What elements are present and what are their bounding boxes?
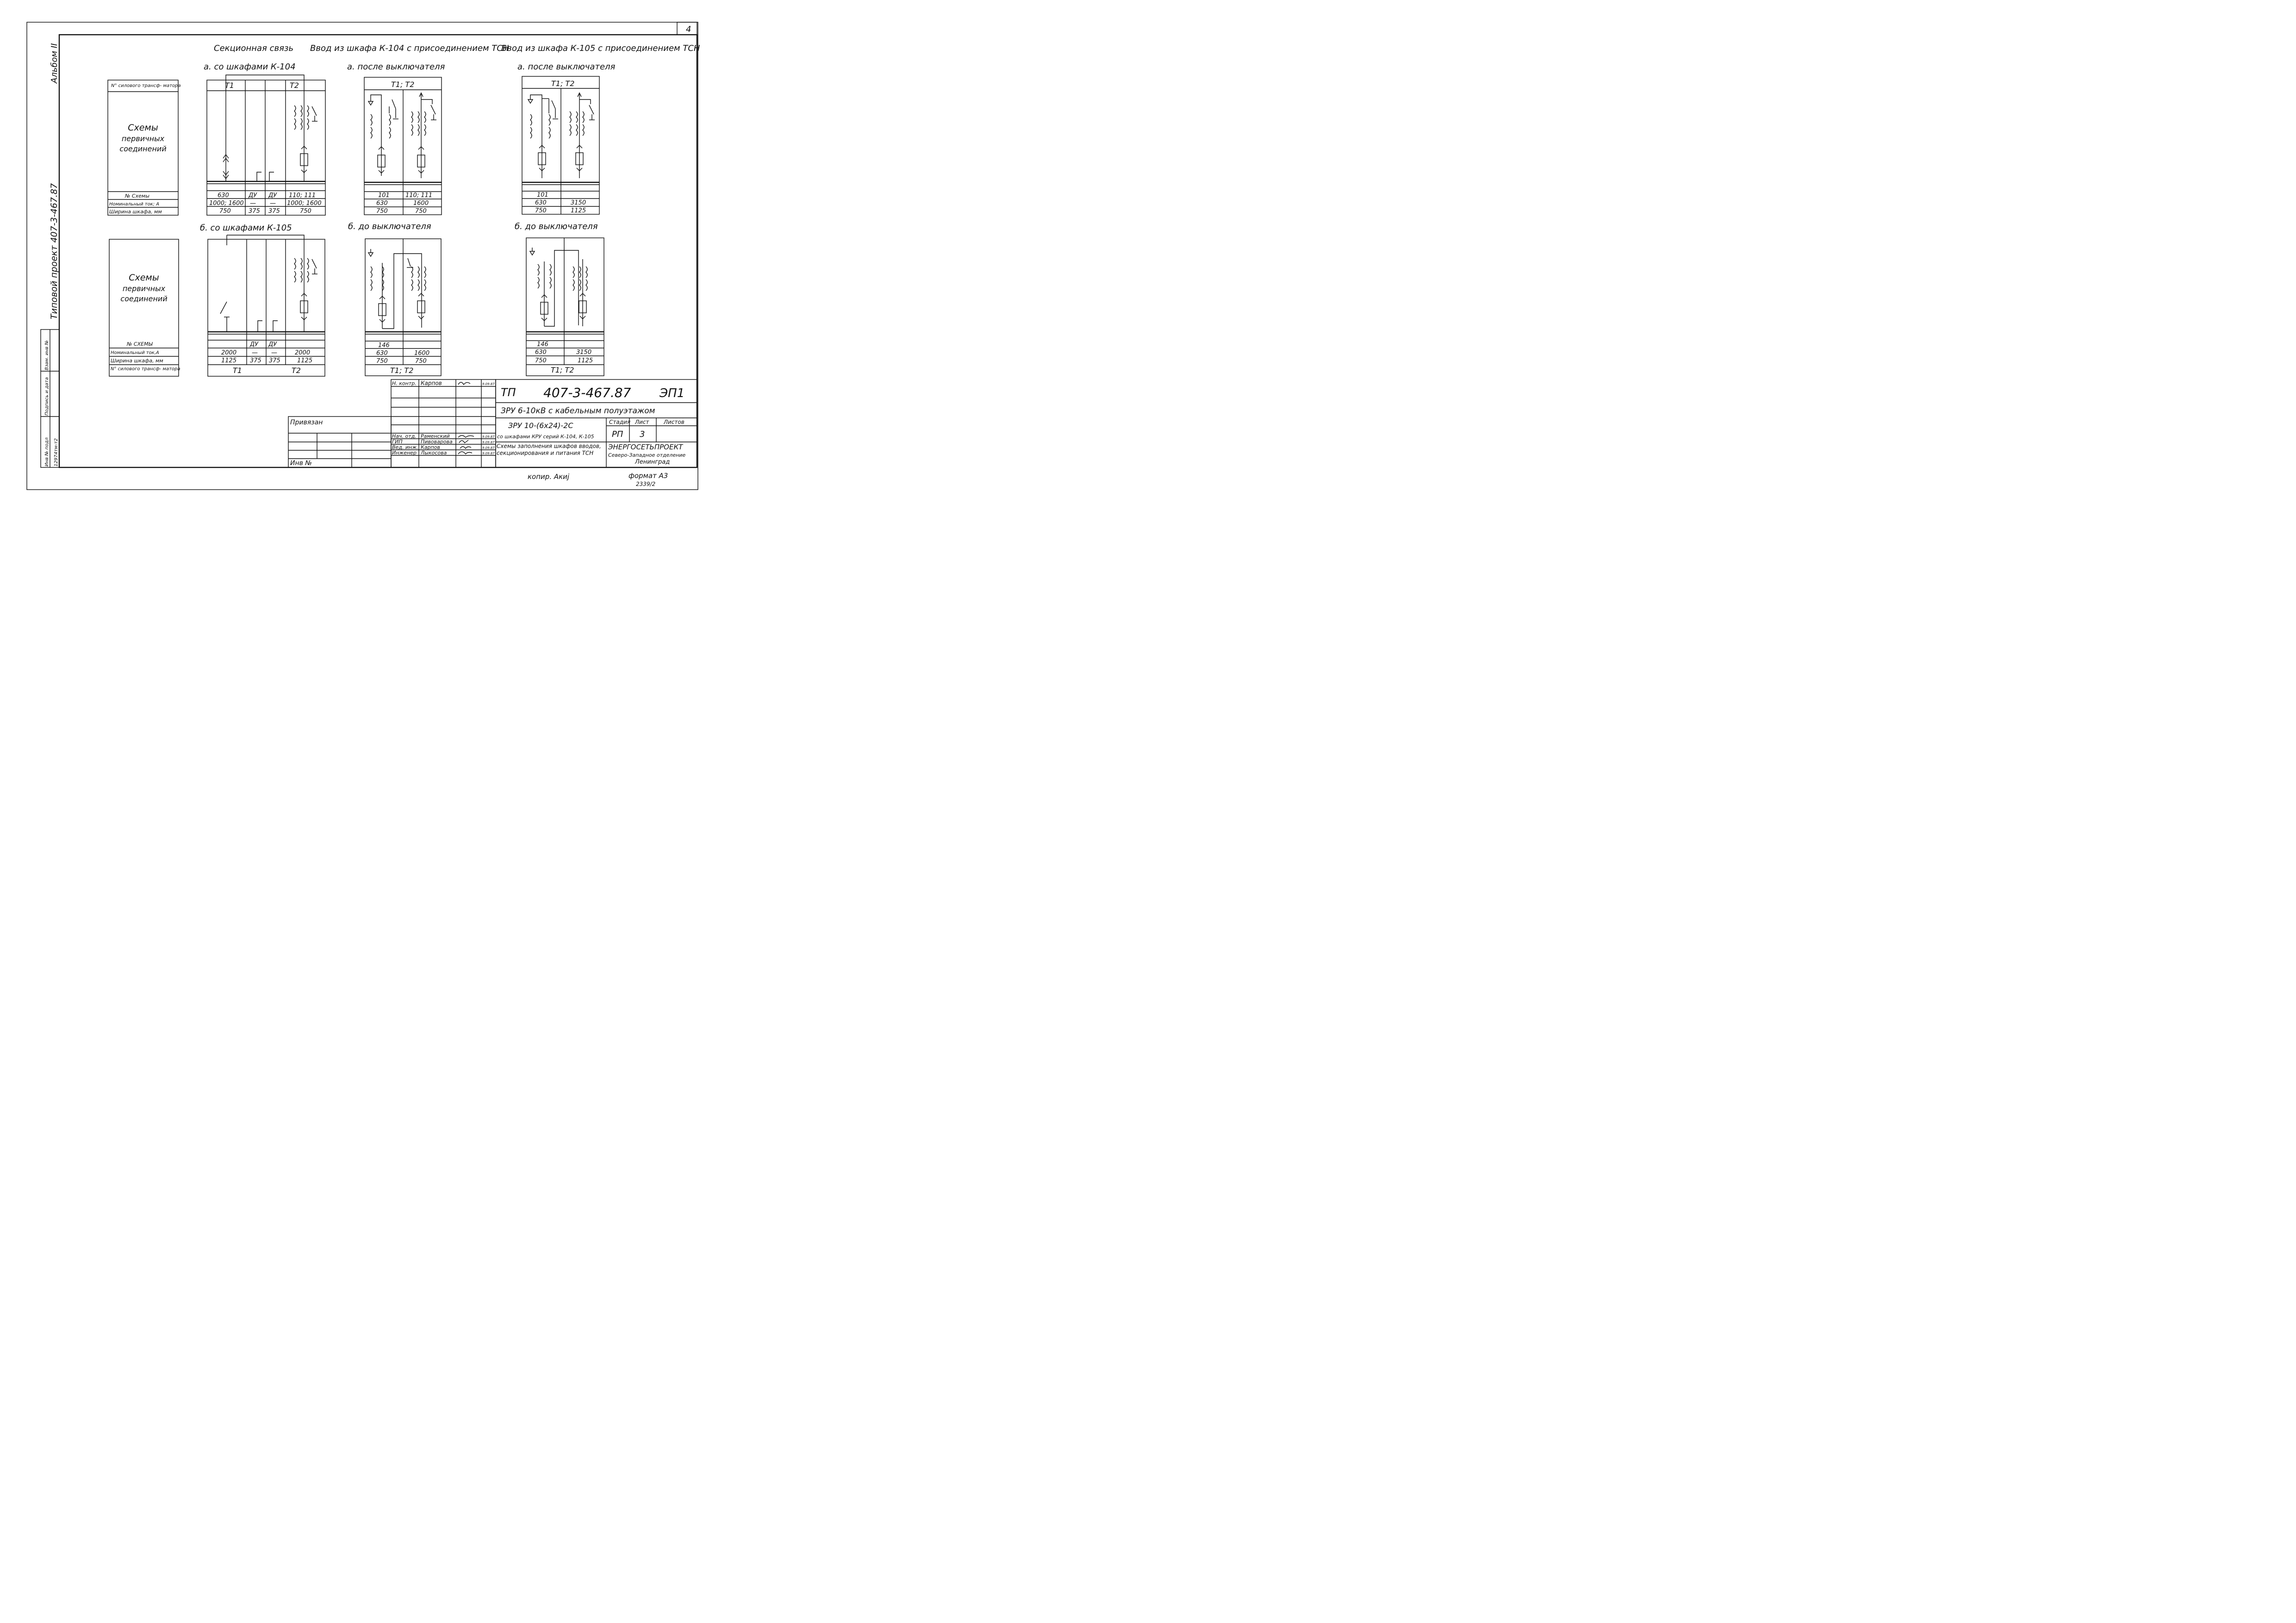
panel-b-before-105: [515, 222, 604, 376]
a-k104-width-4: 750: [300, 208, 311, 215]
a-k104-scheme-2: ДУ: [249, 192, 257, 199]
a-after-105-width-1: 750: [535, 207, 547, 214]
a-after-105-scheme-1: 101: [537, 192, 548, 199]
b-k105-scheme-2: ДУ: [250, 341, 259, 348]
tb-org-name: ЭНЕРГОСЕТЬПРОЕКТ: [608, 443, 683, 451]
a-after-104-width-1: 750: [376, 208, 388, 215]
b-before-105-current-1: 630: [535, 349, 547, 356]
b-k105-current-1: 2000: [221, 349, 237, 356]
legend-top-transformer: N° силового трансф- матора: [111, 83, 181, 88]
a-after-104-scheme-2: 110; 111: [405, 192, 433, 199]
tb-staff-name-4: Карпов: [421, 444, 440, 450]
tb-staff-date-4: 9.09.87: [482, 446, 495, 450]
b-k105-current-3: —: [271, 349, 277, 356]
panel-a-k104-label-t1: Т1: [225, 81, 234, 90]
legend-bottom-title-3: соединений: [120, 294, 168, 303]
page-number: 4: [686, 25, 691, 34]
tb-assembly-sub: со шкафами КРУ серий К-104, К-105: [497, 434, 594, 440]
signature-4: [460, 447, 471, 448]
copy-note: копир. Акиј: [528, 473, 570, 481]
tb-staff-name-3: Пивоварова: [421, 439, 453, 445]
side-inv-original: Инв № подл: [44, 437, 50, 466]
b-before-105-bottom-label: Т1; Т2: [551, 366, 574, 374]
panel-a-after-105-top-label: Т1; Т2: [551, 79, 575, 88]
tb-object: ЗРУ 6-10кВ с кабельным полуэтажом: [501, 406, 655, 416]
side-replace-inv: Взам. инв №: [44, 340, 50, 370]
tb-staff-name-1: Карпов: [421, 380, 442, 386]
legend-bottom-title-2: первичных: [122, 284, 166, 293]
b-before-104-current-2: 1600: [414, 350, 430, 357]
tb-sheet-label: Лист: [635, 419, 649, 425]
a-after-105-current-2: 3150: [571, 199, 586, 206]
a-k104-current-3: —: [270, 200, 276, 207]
tb-stage-label: Стадия: [609, 419, 631, 425]
a-after-104-current-1: 630: [376, 200, 388, 207]
tb-sheet-value: 3: [640, 429, 645, 439]
header-sectional: Секционная связь: [214, 44, 294, 53]
tb-stage-value: РП: [612, 429, 623, 439]
format-label: формат А3: [628, 472, 668, 480]
b-before-105-width-1: 750: [535, 357, 547, 364]
panel-a-k104-label-t2: Т2: [290, 81, 299, 90]
a-k104-width-3: 375: [268, 208, 280, 215]
b-before-105-current-2: 3150: [576, 349, 592, 356]
a-k104-scheme-3: ДУ: [268, 192, 277, 199]
header-input-k104: Ввод из шкафа К-104 с присоединением ТСН: [310, 44, 509, 53]
a-k104-current-1: 1000; 1600: [209, 200, 244, 207]
project-label: Типовой проект 407-3-467.87: [49, 183, 59, 319]
b-before-104-width-1: 750: [376, 358, 388, 365]
b-k105-scheme-3: ДУ: [268, 341, 277, 348]
legend-top-row-current: Номинальный ток; А: [109, 202, 160, 207]
a-after-105-current-1: 630: [535, 199, 547, 206]
legend-top: [108, 80, 181, 215]
tb-staff-date-1: 9.09.87: [482, 382, 495, 386]
b-k105-width-1: 1125: [221, 357, 237, 364]
tb-code: 407-3-467.87: [543, 385, 631, 400]
signature-1: [458, 382, 470, 385]
panel-b-before-104: [348, 222, 441, 376]
legend-top-title-1: Схемы: [128, 123, 158, 133]
b-before-104-scheme-1: 146: [378, 342, 390, 349]
tb-staff-date-3: 9.09.87: [482, 441, 495, 444]
panel-a-after-104-caption: а. после выключателя: [347, 62, 445, 72]
format-code: 2339/2: [636, 481, 656, 487]
legend-bottom: [109, 239, 180, 376]
a-k104-width-2: 375: [249, 208, 260, 215]
legend-top-row-scheme: № Схемы: [125, 193, 149, 199]
b-before-104-current-1: 630: [376, 350, 388, 357]
tb-sheets-label: Листов: [664, 419, 684, 425]
legend-top-title-3: соединений: [119, 144, 167, 153]
tb-code-prefix: ТП: [501, 386, 516, 399]
a-k104-current-2: —: [250, 200, 256, 207]
b-k105-width-3: 375: [269, 357, 280, 364]
panel-b-k105-caption: б. со шкафами К-105: [200, 223, 292, 233]
drawing-sheet: [0, 0, 717, 509]
side-inv-value: 12974тм-т2: [54, 438, 59, 466]
a-after-104-width-2: 750: [415, 208, 427, 215]
a-k104-scheme-4: 110; 111: [289, 192, 316, 199]
legend-bottom-row-scheme: № СХЕМЫ: [127, 341, 153, 347]
outer-frame: [27, 22, 698, 490]
signature-3: [459, 440, 468, 443]
tb-staff-name-5: Лыкосова: [421, 450, 447, 456]
legend-bottom-row-width: Ширина шкафа, мм: [111, 358, 163, 364]
panel-a-after-104: [347, 62, 445, 215]
a-after-104-scheme-1: 101: [378, 192, 390, 199]
tb-bound: Привязан: [290, 419, 323, 426]
signature-2: [458, 435, 474, 437]
side-stamp: [41, 330, 59, 467]
album-label: Альбом II: [50, 43, 59, 83]
tb-org-city: Ленинград: [635, 459, 670, 466]
tb-code-suffix: ЭП1: [660, 386, 685, 400]
b-k105-current-2: —: [252, 349, 258, 356]
b-before-104-bottom-label: Т1; Т2: [390, 366, 414, 375]
signature-5: [458, 452, 472, 454]
side-signature-date: Подпись и дата: [44, 377, 50, 416]
tb-staff-name-2: Раменский: [421, 433, 450, 439]
title-block: [288, 379, 697, 467]
panel-b-before-105-caption: б. до выключателя: [515, 222, 598, 231]
a-after-104-current-2: 1600: [413, 200, 429, 207]
a-after-105-width-2: 1125: [571, 207, 586, 214]
b-k105-current-4: 2000: [295, 349, 311, 356]
panel-a-k104-caption: а. со шкафами К-104: [204, 62, 296, 72]
panel-a-after-105-caption: а. после выключателя: [517, 62, 616, 72]
tb-staff-role-3: ГИП: [392, 439, 403, 445]
legend-bottom-title-1: Схемы: [129, 273, 159, 283]
legend-bottom-row-current: Номинальный ток,А: [111, 350, 159, 355]
tb-assembly: ЗРУ 10-(6х24)-2С: [508, 421, 573, 430]
legend-bottom-transformer: N° силового трансф- матора: [111, 367, 180, 372]
a-k104-current-4: 1000; 1600: [287, 200, 322, 207]
tb-staff-date-2: 9.09.87: [482, 435, 495, 439]
a-k104-scheme-1: 630: [218, 192, 229, 199]
a-k104-width-1: 750: [219, 208, 231, 215]
panel-a-after-104-top-label: Т1; Т2: [391, 80, 415, 89]
legend-top-row-width: Ширина шкафа, мм: [109, 209, 162, 215]
b-k105-label-t1: Т1: [233, 366, 242, 375]
tb-staff-role-2: Нач. отд.: [392, 433, 417, 439]
tb-inv: Инв №: [290, 460, 312, 467]
tb-staff-role-5: Инженер: [392, 450, 417, 456]
panel-b-k105: [200, 223, 325, 376]
b-before-105-width-2: 1125: [578, 357, 593, 364]
panel-a-k104: [204, 62, 325, 215]
b-k105-width-4: 1125: [297, 357, 313, 364]
tb-sheet-title: Схемы заполнения шкафов вводов, секционирования и питания ТСН: [497, 443, 601, 456]
tb-sheet-title-box: [497, 443, 606, 461]
tb-staff-role-4: Вед. инж.: [392, 444, 418, 450]
tb-org-branch: Северо-Западное отделение: [608, 452, 686, 458]
panel-a-after-105: [517, 62, 616, 214]
tb-staff-role-1: Н. контр.: [392, 380, 417, 386]
b-before-105-scheme-1: 146: [537, 341, 548, 348]
drawing-canvas: [0, 0, 717, 509]
b-k105-width-2: 375: [250, 357, 261, 364]
b-before-104-width-2: 750: [415, 358, 427, 365]
b-k105-label-t2: Т2: [292, 366, 301, 375]
header-input-k105: Ввод из шкафа К-105 с присоединением ТСН: [501, 44, 700, 53]
legend-top-title-2: первичных: [121, 134, 165, 143]
panel-b-before-104-caption: б. до выключателя: [348, 222, 431, 231]
tb-staff-date-5: 9.09.87: [482, 452, 495, 455]
